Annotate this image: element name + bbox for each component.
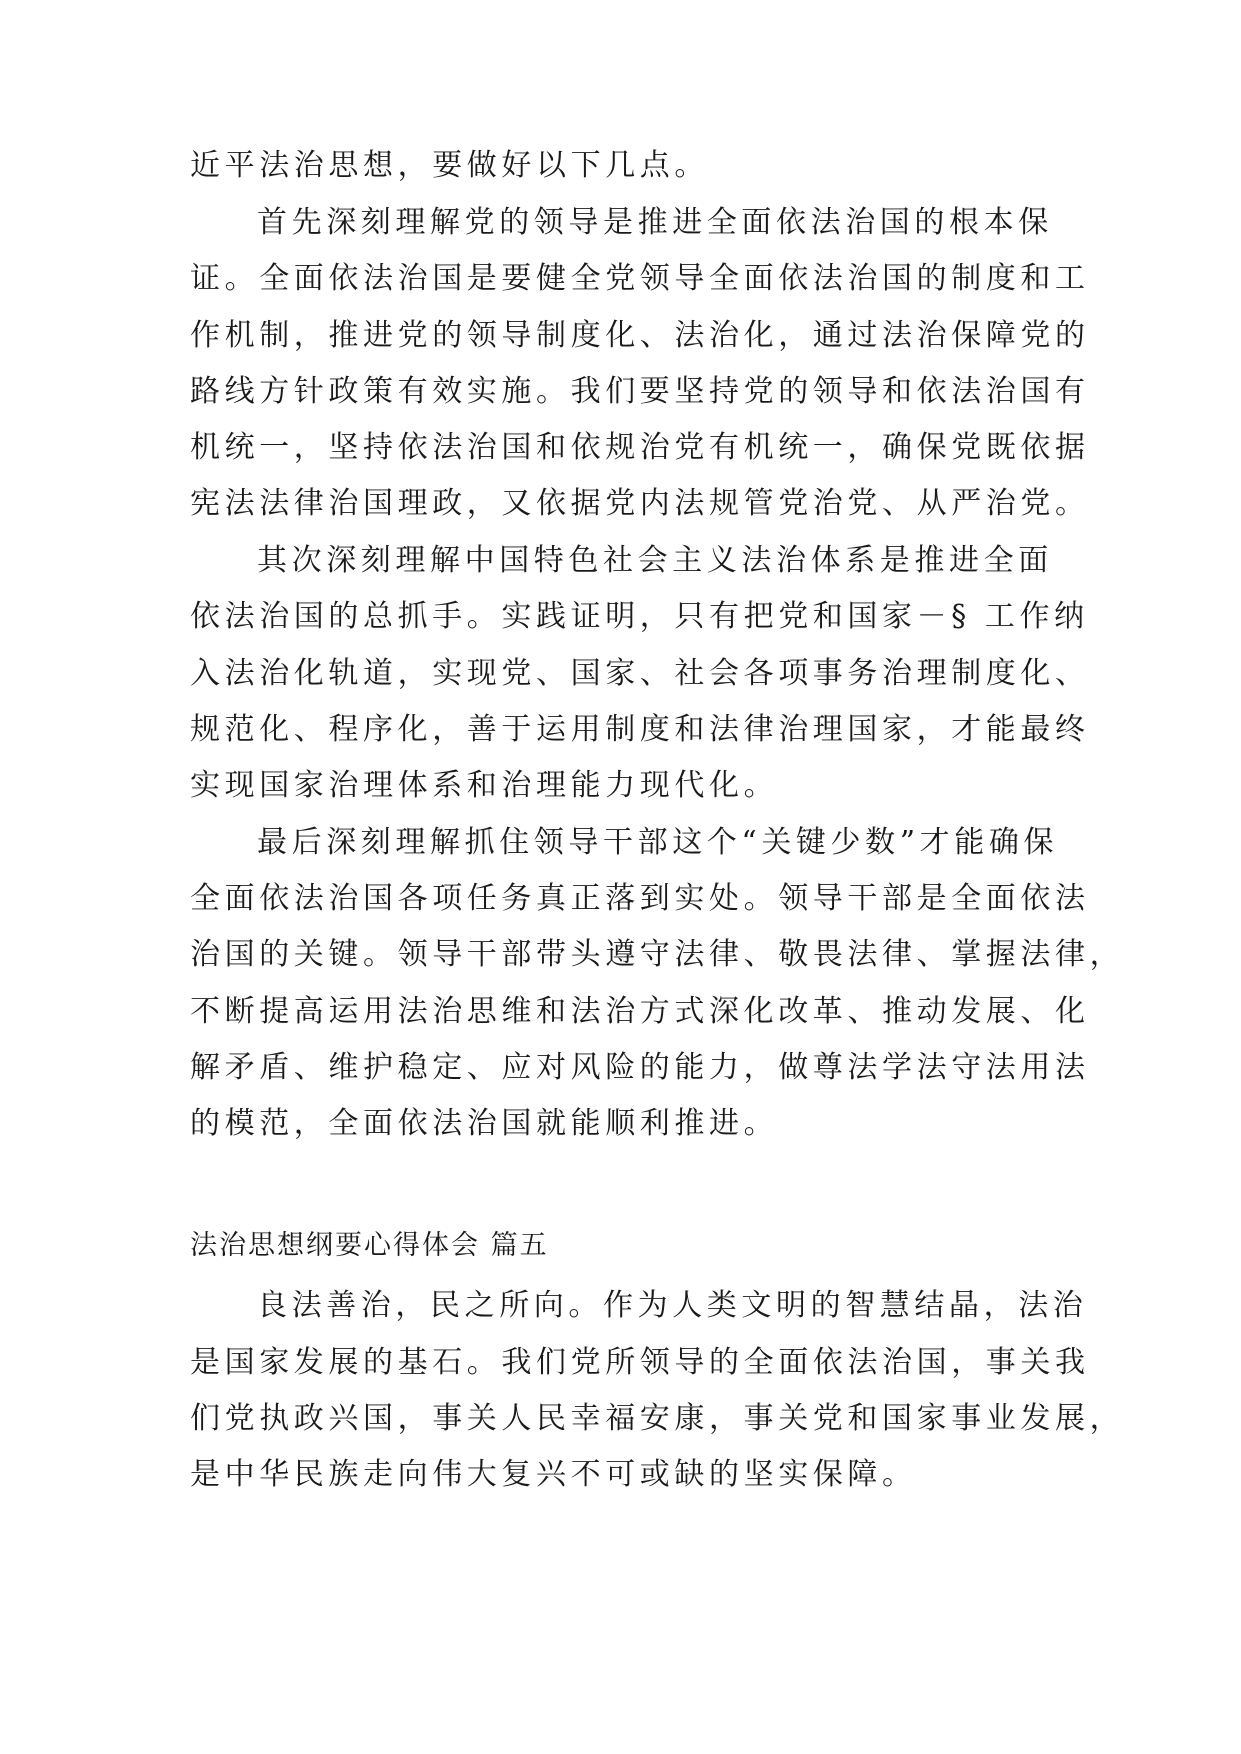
text-line: 规范化、程序化，善于运用制度和法律治理国家，才能最终 <box>190 712 1090 747</box>
paragraph-first-line: 其次深刻理解中国特色社会主义法治体系是推进全面 <box>257 543 1053 578</box>
text-line: 们党执政兴国，事关人民幸福安康，事关党和国家事业发展， <box>190 1401 1125 1436</box>
text-line: 的模范，全面依法治国就能顺利推进。 <box>190 1106 779 1141</box>
text-line: 作机制，推进党的领导制度化、法治化，通过法治保障党的 <box>190 318 1090 353</box>
text-line: 机统一，坚持依法治国和依规治党有机统一，确保党既依据 <box>190 430 1090 465</box>
text-line: 近平法治思想，要做好以下几点。 <box>190 148 709 183</box>
text-line: 实现国家治理体系和治理能力现代化。 <box>190 768 779 803</box>
text-line: 治国的关键。领导干部带头遵守法律、敬畏法律、掌握法律， <box>190 937 1125 972</box>
text-line: 依法治国的总抓手。实践证明，只有把党和国家－§ 工作纳 <box>190 599 1089 634</box>
text-line: 宪法法律治国理政，又依据党内法规管党治党、从严治党。 <box>190 486 1090 521</box>
text-line: 解矛盾、维护稳定、应对风险的能力，做尊法学法守法用法 <box>190 1050 1090 1085</box>
text-line: 是国家发展的基石。我们党所领导的全面依法治国，事关我 <box>190 1345 1090 1380</box>
paragraph-first-line: 首先深刻理解党的领导是推进全面依法治国的根本保 <box>257 205 1053 240</box>
text-line: 全面依法治国各项任务真正落到实处。领导干部是全面依法 <box>190 881 1090 916</box>
text-line: 是中华民族走向伟大复兴不可或缺的坚实保障。 <box>190 1457 917 1492</box>
text-line: 证。全面依法治国是要健全党领导全面依法治国的制度和工 <box>190 261 1090 296</box>
paragraph-first-line: 最后深刻理解抓住领导干部这个“关键少数”才能确保 <box>257 825 1059 860</box>
text-line: 不断提高运用法治思维和法治方式深化改革、推动发展、化 <box>190 994 1090 1029</box>
text-line: 路线方针政策有效实施。我们要坚持党的领导和依法治国有 <box>190 374 1090 409</box>
section-heading: 法治思想纲要心得体会 篇五 <box>190 1230 549 1261</box>
text-line: 入法治化轨道，实现党、国家、社会各项事务治理制度化、 <box>190 656 1090 691</box>
paragraph-first-line: 良法善治，民之所向。作为人类文明的智慧结晶，法治 <box>257 1288 1088 1323</box>
